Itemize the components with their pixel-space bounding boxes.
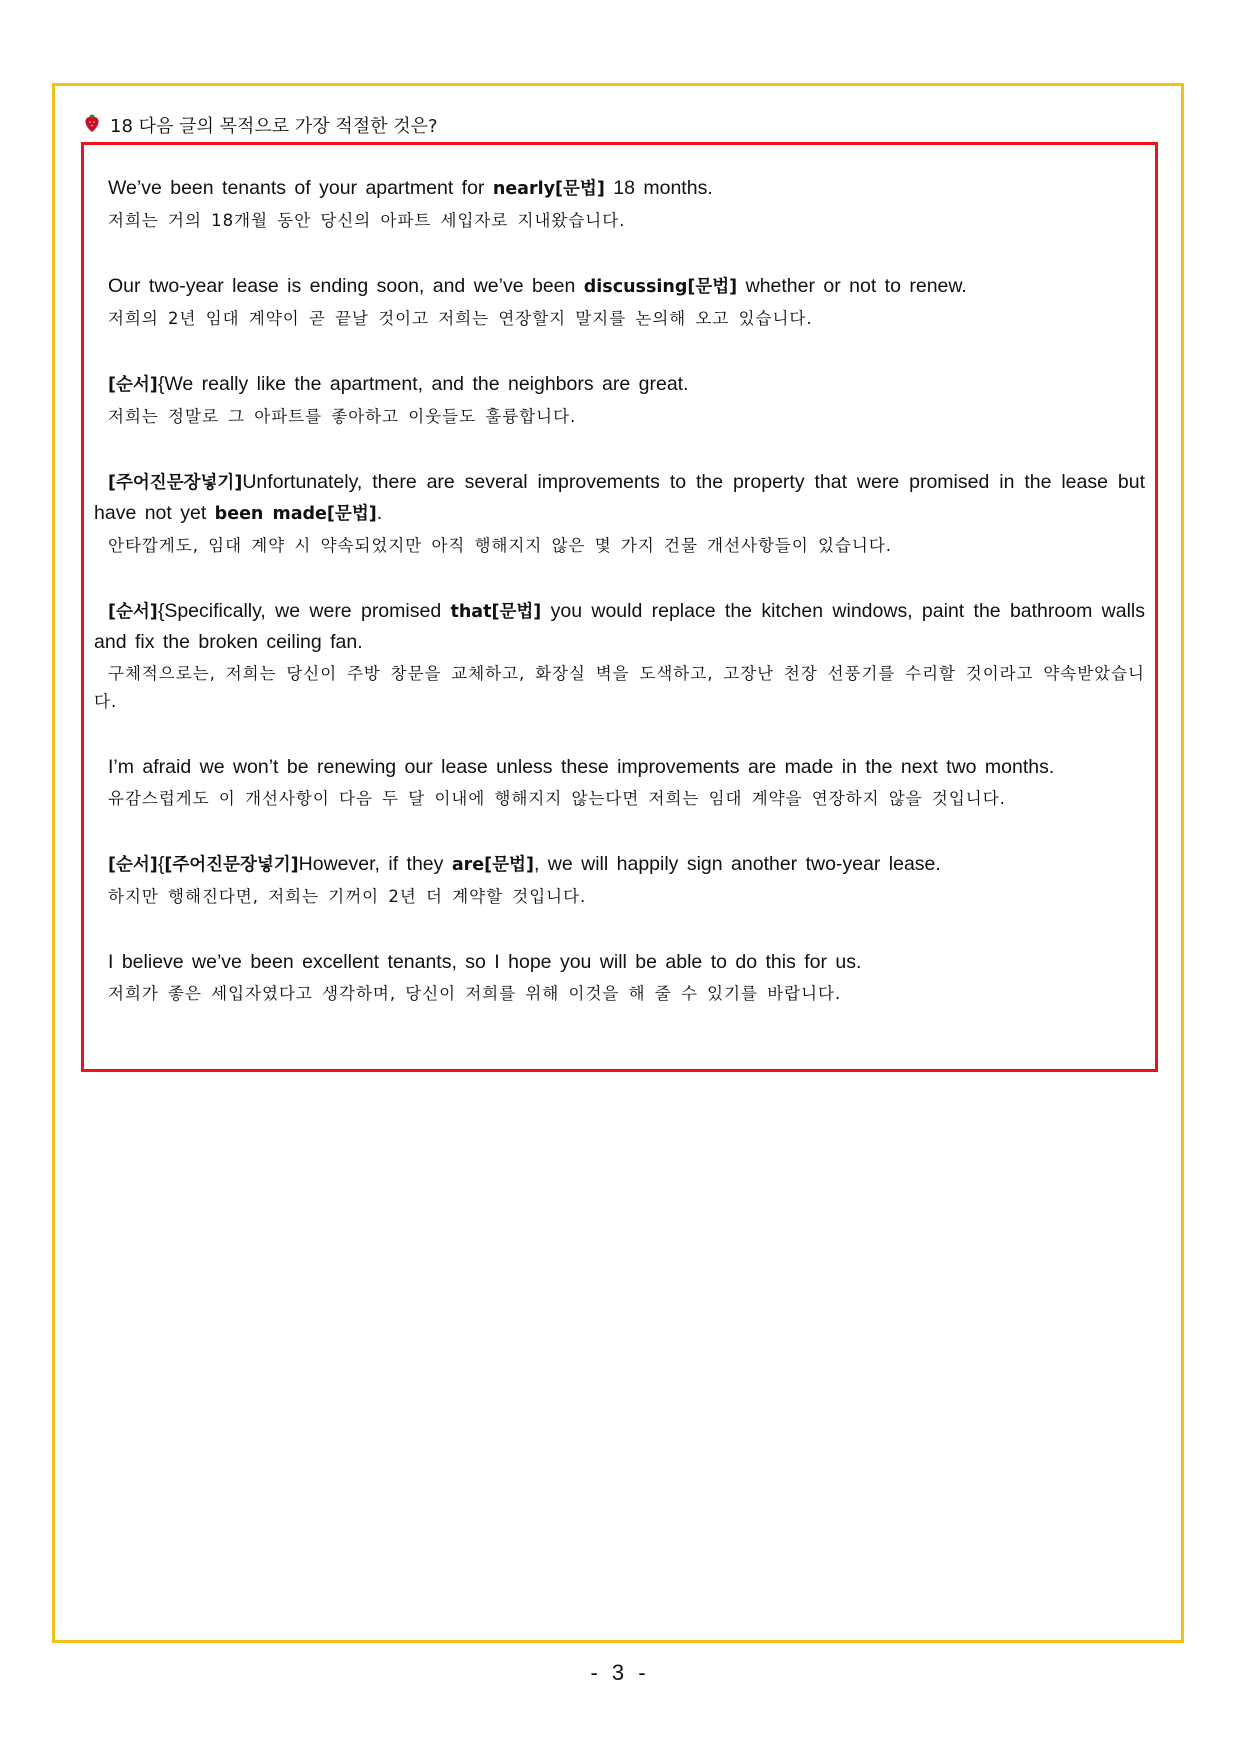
question-header — [84, 112, 438, 138]
sentence-text: you would replace the kitchen windows, paint the bathroom walls and fix the broken ceiling fan. — [94, 600, 1145, 653]
grammar-marker: [주어진문장넣기] — [164, 855, 299, 875]
passage-paragraph — [94, 467, 1145, 560]
english-sentence — [94, 752, 1145, 782]
passage-paragraph — [94, 271, 1145, 333]
english-sentence — [94, 596, 1145, 657]
sentence-text: , we will happily sign another two-year lease. — [533, 853, 941, 875]
strawberry-icon — [84, 113, 110, 138]
sentence-text: { — [157, 853, 165, 875]
grammar-marker: nearly[문법] — [492, 179, 605, 199]
korean-translation: 저희는 거의 18개월 동안 당신의 아파트 세입자로 지내왔습니다. — [108, 211, 626, 230]
korean-translation: 안타깝게도, 임대 계약 시 약속되었지만 아직 행해지지 않은 몇 가지 건물 개선사항들이 있습니다. — [108, 536, 893, 555]
page-number: - 3 - — [590, 1660, 650, 1685]
grammar-marker: [순서] — [108, 375, 158, 395]
passage-box — [81, 142, 1158, 1072]
grammar-marker: [순서] — [108, 855, 158, 875]
english-sentence — [94, 947, 1145, 977]
grammar-marker: been made[문법] — [214, 504, 377, 524]
sentence-text: We’ve been tenants of your apartment for — [108, 177, 493, 199]
sentence-text: I believe we’ve been excellent tenants, so I hope you will be able to do this for us. — [108, 951, 862, 973]
sentence-text: Our two-year lease is ending soon, and we’ve been — [108, 275, 584, 297]
grammar-marker: are[문법] — [451, 855, 534, 875]
english-sentence — [94, 271, 1145, 302]
grammar-marker: discussing[문법] — [583, 277, 738, 297]
passage-paragraph — [94, 752, 1145, 813]
english-sentence — [94, 467, 1145, 529]
korean-translation: 저희는 정말로 그 아파트를 좋아하고 이웃들도 훌륭합니다. — [108, 407, 577, 426]
korean-translation: 하지만 행해진다면, 저희는 기꺼이 2년 더 계약할 것입니다. — [108, 887, 587, 906]
sentence-text: I’m afraid we won’t be renewing our lease unless these improvements are made in the next two months. — [108, 756, 1055, 778]
korean-translation: 저희가 좋은 세입자였다고 생각하며, 당신이 저희를 위해 이것을 해 줄 수 있기를 바랍니다. — [108, 984, 842, 1003]
sentence-text: Unfortunately, there are several improvements to the property that were promised in the lease but have not yet — [94, 471, 1145, 524]
english-sentence — [94, 369, 1145, 400]
sentence-text: 18 months. — [604, 177, 713, 199]
sentence-text: . — [376, 502, 383, 524]
korean-translation: 구체적으로는, 저희는 당신이 주방 창문을 교체하고, 화장실 벽을 도색하고, 고장난 천장 선풍기를 수리할 것이라고 약속받았습니다. — [94, 664, 1145, 711]
english-sentence — [94, 849, 1145, 880]
passage-paragraph — [94, 596, 1145, 716]
passage-paragraph — [94, 849, 1145, 911]
passage-paragraph — [94, 369, 1145, 431]
sentence-text: {Specifically, we were promised — [157, 600, 451, 622]
english-sentence — [94, 173, 1145, 204]
korean-translation: 저희의 2년 임대 계약이 곧 끝날 것이고 저희는 연장할지 말지를 논의해 오고 있습니다. — [108, 309, 813, 328]
grammar-marker: that[문법] — [450, 602, 542, 622]
grammar-marker: [순서] — [108, 602, 158, 622]
sentence-text: whether or not to renew. — [737, 275, 967, 297]
passage-paragraph — [94, 947, 1145, 1008]
sentence-text: However, if they — [298, 853, 452, 875]
korean-translation: 유감스럽게도 이 개선사항이 다음 두 달 이내에 행해지지 않는다면 저희는 임대 계약을 연장하지 않을 것입니다. — [108, 789, 1006, 808]
sentence-text: {We really like the apartment, and the neighbors are great. — [157, 373, 689, 395]
grammar-marker: [주어진문장넣기] — [108, 473, 243, 493]
question-title: 18 다음 글의 목적으로 가장 적절한 것은? — [110, 116, 438, 137]
passage-paragraph — [94, 173, 1145, 235]
